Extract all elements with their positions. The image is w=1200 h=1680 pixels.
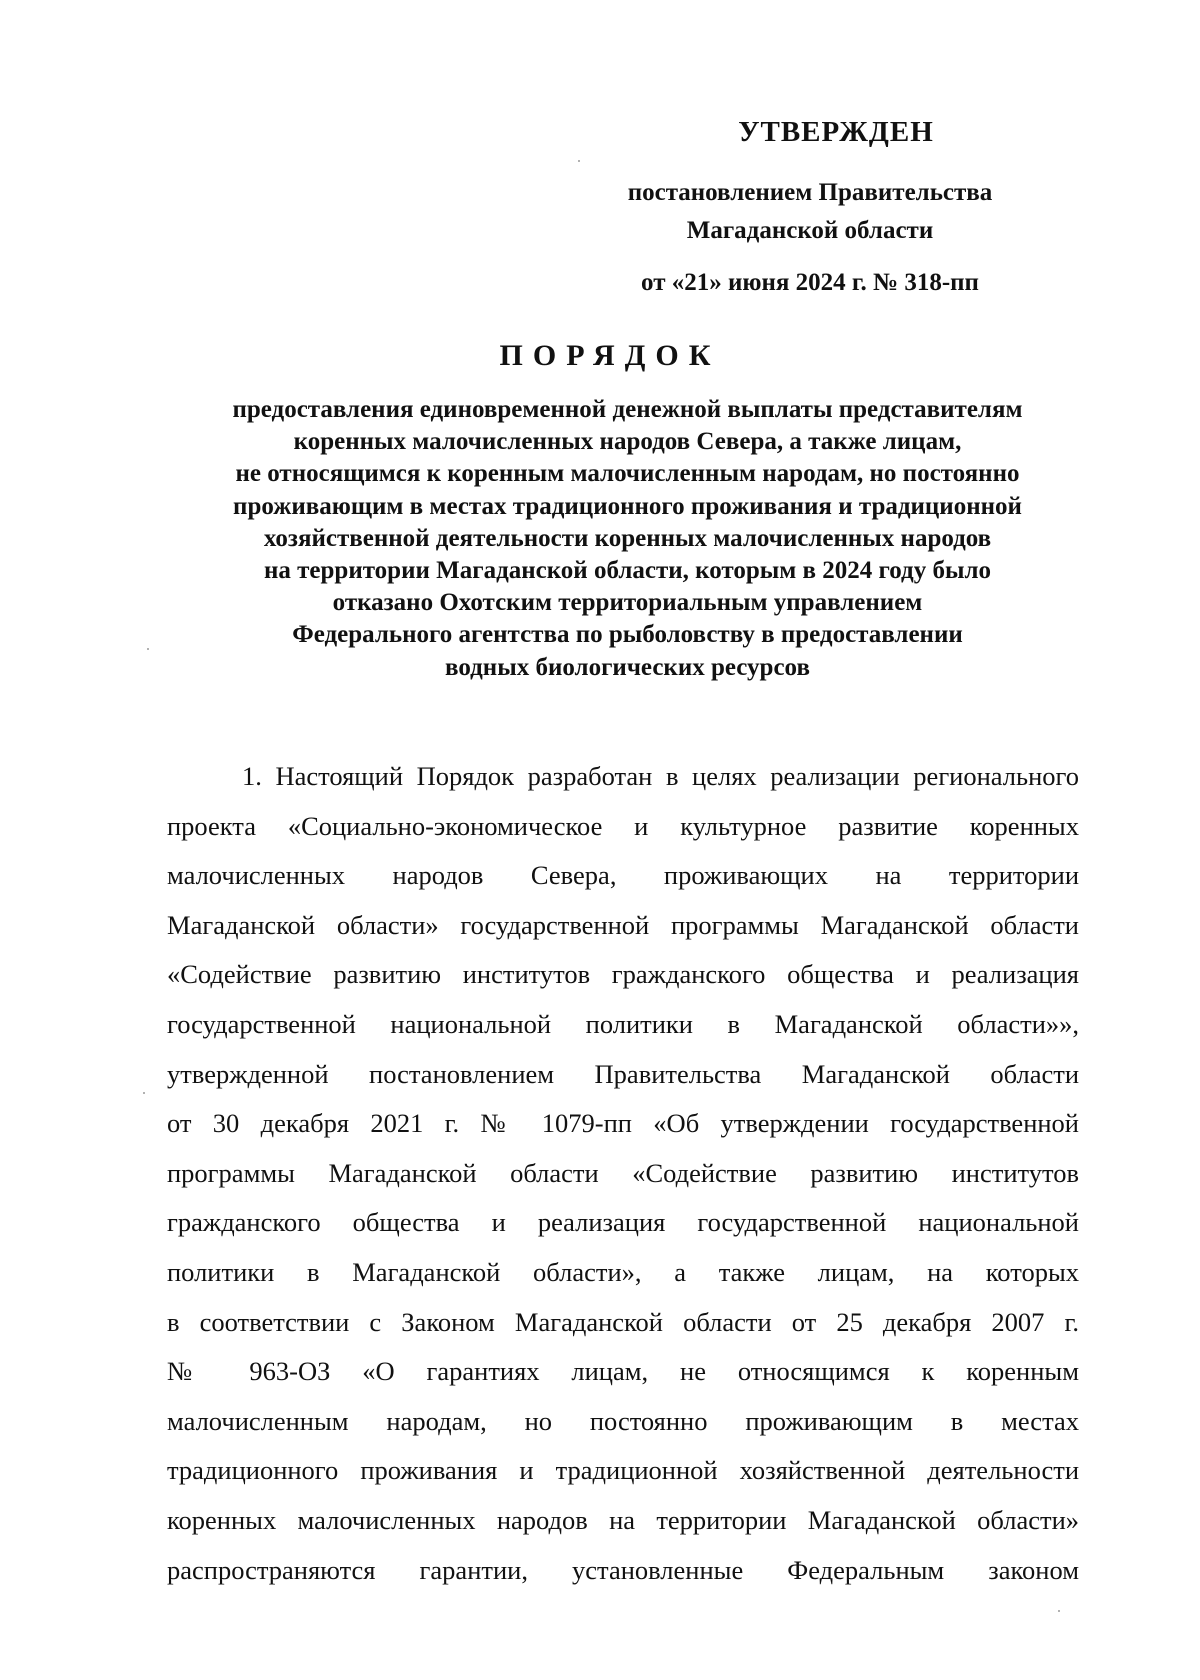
scan-speck bbox=[147, 648, 149, 650]
body-line: программы Магаданской области «Содействие развитию институтов bbox=[167, 1157, 1079, 1188]
body-line: распространяются гарантии, установленные Федеральным законом bbox=[167, 1554, 1079, 1585]
subtitle-line: на территории Магаданской области, которым в 2024 году было bbox=[263, 557, 991, 585]
body-line: «Содействие развитию институтов гражданского общества и реализация bbox=[167, 959, 1079, 990]
body-line: проекта «Социально-экономическое и культурное развитие коренных bbox=[167, 810, 1079, 841]
approval-authority-line2: Магаданской области bbox=[686, 217, 934, 244]
subtitle-line: отказано Охотским территориальным управлением bbox=[332, 589, 923, 617]
body-line: от 30 декабря 2021 г. № 1079-пп «Об утверждении государственной bbox=[167, 1108, 1079, 1139]
body-line: малочисленных народов Севера, проживающих на территории bbox=[167, 860, 1079, 891]
approval-date: от «21» июня 2024 г. № 318-пп bbox=[641, 269, 979, 296]
approval-authority-line1: постановлением Правительства bbox=[627, 179, 993, 206]
subtitle-line: хозяйственной деятельности коренных малочисленных народов bbox=[263, 524, 992, 552]
approval-authority bbox=[550, 174, 1070, 250]
subtitle-line: Федерального агентства по рыболовству в предоставлении bbox=[292, 621, 963, 649]
approval-heading: УТВЕРЖДЕН bbox=[738, 116, 934, 148]
scan-speck bbox=[143, 1092, 145, 1094]
body-line: 1. Настоящий Порядок разработан в целях реализации регионального bbox=[242, 761, 1079, 791]
subtitle-line: водных биологических ресурсов bbox=[445, 653, 810, 681]
body-line: Магаданской области» государственной программы Магаданской области bbox=[167, 909, 1079, 940]
scan-speck bbox=[1058, 1610, 1060, 1612]
body-paragraph bbox=[167, 752, 1079, 1595]
scan-speck bbox=[578, 160, 580, 162]
body-line: политики в Магаданской области», а также лицам, на которых bbox=[167, 1256, 1079, 1287]
body-line: коренных малочисленных народов на территории Магаданской области» bbox=[167, 1504, 1079, 1535]
subtitle-line: предоставления единовременной денежной выплаты представителям bbox=[232, 396, 1023, 423]
body-line: традиционного проживания и традиционной хозяйственной деятельности bbox=[167, 1455, 1079, 1486]
body-line: утвержденной постановлением Правительства Магаданской области bbox=[167, 1058, 1079, 1089]
approval-block bbox=[590, 112, 1070, 302]
body-line: в соответствии с Законом Магаданской области от 25 декабря 2007 г. bbox=[167, 1306, 1079, 1337]
body-line: № 963-ОЗ «О гарантиях лицам, не относящимся к коренным bbox=[167, 1356, 1079, 1387]
subtitle-line: проживающим в местах традиционного проживания и традиционной bbox=[233, 492, 1022, 520]
document-subtitle bbox=[160, 394, 1095, 684]
body-line: малочисленным народам, но постоянно проживающим в местах bbox=[167, 1405, 1079, 1436]
subtitle-line: коренных малочисленных народов Севера, а также лицам, bbox=[293, 428, 962, 456]
document-title: ПОРЯДОК bbox=[499, 339, 721, 372]
body-line: гражданского общества и реализация государственной национальной bbox=[167, 1207, 1079, 1238]
body-line: государственной национальной политики в Магаданской области»», bbox=[167, 1008, 1079, 1039]
subtitle-line: не относящимся к коренным малочисленным народам, но постоянно bbox=[235, 460, 1020, 488]
